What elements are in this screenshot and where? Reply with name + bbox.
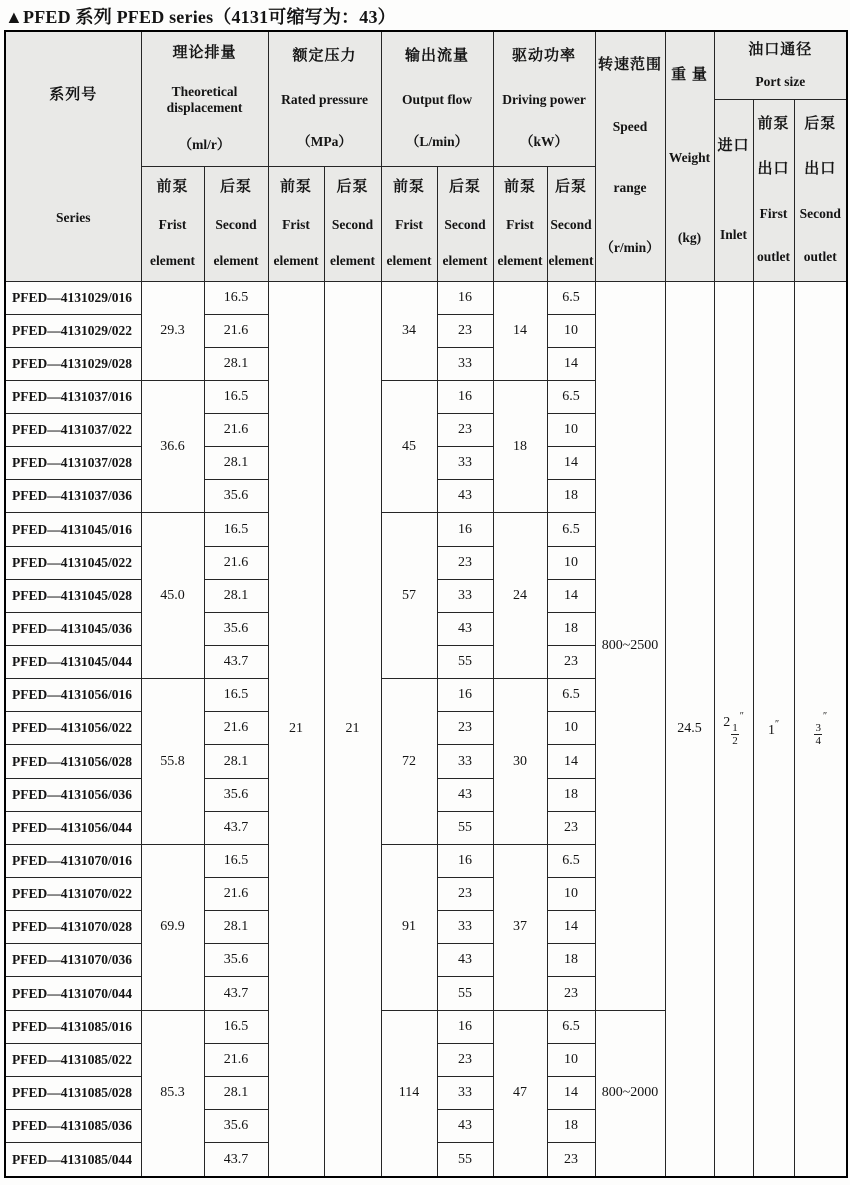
power-second-cell: 6.5	[547, 513, 595, 546]
flow-first-cell: 57	[381, 513, 437, 679]
displacement-second-cell: 21.6	[204, 314, 268, 347]
series-cell: PFED—4131085/044	[5, 1143, 141, 1177]
displacement-second-cell: 28.1	[204, 911, 268, 944]
header-port-size: 油口通径 Port size	[714, 31, 847, 99]
power-second-cell: 10	[547, 546, 595, 579]
flow-first-cell: 34	[381, 281, 437, 380]
power-second-cell: 14	[547, 911, 595, 944]
displacement-second-cell: 28.1	[204, 579, 268, 612]
page-title: ▲PFED 系列 PFED series（4131可缩写为：43）	[5, 7, 396, 27]
header-displacement: 理论排量 Theoretical displacement （ml/r）	[141, 31, 268, 166]
series-cell: PFED—4131045/036	[5, 612, 141, 645]
displacement-second-cell: 43.7	[204, 977, 268, 1010]
flow-second-cell: 23	[437, 546, 493, 579]
displacement-first-cell: 29.3	[141, 281, 204, 380]
series-cell: PFED—4131070/028	[5, 911, 141, 944]
power-second-cell: 18	[547, 778, 595, 811]
power-first-cell: 14	[493, 281, 547, 380]
series-cell: PFED—4131037/036	[5, 480, 141, 513]
series-cell: PFED—4131085/028	[5, 1076, 141, 1109]
flow-second-cell: 16	[437, 679, 493, 712]
series-cell: PFED—4131056/022	[5, 712, 141, 745]
table-header	[5, 31, 847, 281]
power-second-cell: 14	[547, 347, 595, 380]
flow-second-cell: 43	[437, 944, 493, 977]
series-cell: PFED—4131056/028	[5, 745, 141, 778]
header-power: 驱动功率 Driving power （kW）	[493, 31, 595, 166]
series-cell: PFED—4131070/044	[5, 977, 141, 1010]
flow-second-cell: 33	[437, 579, 493, 612]
power-second-cell: 18	[547, 612, 595, 645]
fraction-numerator: 3	[815, 721, 821, 734]
series-cell: PFED—4131056/036	[5, 778, 141, 811]
flow-second-cell: 33	[437, 447, 493, 480]
header-port-second-outlet: 后泵 出口 Second outlet	[794, 99, 847, 281]
power-second-cell: 14	[547, 1076, 595, 1109]
flow-first-cell: 45	[381, 380, 437, 513]
pressure-second-cell: 21	[324, 281, 381, 1177]
displacement-second-cell: 28.1	[204, 745, 268, 778]
table-body	[5, 281, 847, 1177]
series-cell: PFED—4131056/016	[5, 679, 141, 712]
header-sub-displacement-second: 后泵 Second element	[204, 166, 268, 281]
header-pressure: 额定压力 Rated pressure （MPa）	[268, 31, 381, 166]
series-cell: PFED—4131037/016	[5, 380, 141, 413]
power-second-cell: 18	[547, 944, 595, 977]
displacement-second-cell: 21.6	[204, 878, 268, 911]
flow-second-cell: 16	[437, 844, 493, 877]
series-cell: PFED—4131045/022	[5, 546, 141, 579]
power-second-cell: 10	[547, 878, 595, 911]
series-cell: PFED—4131037/028	[5, 447, 141, 480]
power-second-cell: 6.5	[547, 281, 595, 314]
header-sub-flow-first: 前泵 Frist element	[381, 166, 437, 281]
flow-second-cell: 43	[437, 612, 493, 645]
flow-second-cell: 23	[437, 314, 493, 347]
displacement-second-cell: 21.6	[204, 1043, 268, 1076]
displacement-second-cell: 16.5	[204, 281, 268, 314]
port-second-outlet-cell	[794, 281, 847, 1177]
displacement-first-cell: 45.0	[141, 513, 204, 679]
series-cell: PFED—4131045/028	[5, 579, 141, 612]
flow-first-cell: 91	[381, 844, 437, 1010]
flow-second-cell: 55	[437, 1143, 493, 1177]
series-cell: PFED—4131045/016	[5, 513, 141, 546]
flow-second-cell: 23	[437, 712, 493, 745]
flow-second-cell: 23	[437, 414, 493, 447]
displacement-second-cell: 16.5	[204, 513, 268, 546]
displacement-second-cell: 28.1	[204, 1076, 268, 1109]
header-sub-flow-second: 后泵 Second element	[437, 166, 493, 281]
power-second-cell: 14	[547, 579, 595, 612]
power-second-cell: 6.5	[547, 380, 595, 413]
series-cell: PFED—4131085/016	[5, 1010, 141, 1043]
flow-second-cell: 43	[437, 778, 493, 811]
displacement-second-cell: 16.5	[204, 679, 268, 712]
power-second-cell: 10	[547, 414, 595, 447]
flow-second-cell: 16	[437, 513, 493, 546]
series-cell: PFED—4131045/044	[5, 646, 141, 679]
flow-second-cell: 33	[437, 347, 493, 380]
header-sub-pressure-second: 后泵 Second element	[324, 166, 381, 281]
series-cell: PFED—4131029/016	[5, 281, 141, 314]
flow-second-cell: 16	[437, 281, 493, 314]
flow-second-cell: 55	[437, 977, 493, 1010]
power-first-cell: 18	[493, 380, 547, 513]
port-inlet-cell-whole: 2	[723, 714, 731, 730]
flow-second-cell: 43	[437, 1110, 493, 1143]
header-series: 系列号 Series	[5, 31, 141, 281]
series-cell: PFED—4131085/022	[5, 1043, 141, 1076]
power-first-cell: 47	[493, 1010, 547, 1177]
flow-first-cell: 72	[381, 679, 437, 845]
fraction-denominator: 2	[732, 734, 738, 747]
header-port-inlet: 进口 Inlet	[714, 99, 753, 281]
displacement-second-cell: 35.6	[204, 1110, 268, 1143]
port-first-outlet-cell-whole: 1	[767, 722, 775, 738]
series-cell: PFED—4131029/028	[5, 347, 141, 380]
displacement-second-cell: 16.5	[204, 1010, 268, 1043]
displacement-second-cell: 21.6	[204, 546, 268, 579]
port-first-outlet-cell	[753, 281, 794, 1177]
series-cell: PFED—4131070/022	[5, 878, 141, 911]
speed-range-cell: 800~2000	[595, 1010, 665, 1177]
displacement-second-cell: 43.7	[204, 811, 268, 844]
power-second-cell: 10	[547, 712, 595, 745]
displacement-second-cell: 16.5	[204, 380, 268, 413]
power-second-cell: 6.5	[547, 1010, 595, 1043]
port-first-outlet-cell-unit-mark: ″	[774, 718, 780, 730]
displacement-first-cell: 55.8	[141, 679, 204, 845]
power-second-cell: 23	[547, 811, 595, 844]
power-second-cell: 23	[547, 977, 595, 1010]
flow-second-cell: 33	[437, 745, 493, 778]
header-sub-pressure-first: 前泵 Frist element	[268, 166, 324, 281]
power-first-cell: 30	[493, 679, 547, 845]
displacement-second-cell: 35.6	[204, 612, 268, 645]
displacement-second-cell: 28.1	[204, 447, 268, 480]
port-inlet-cell	[714, 281, 753, 1177]
flow-second-cell: 16	[437, 380, 493, 413]
displacement-second-cell: 35.6	[204, 778, 268, 811]
series-cell: PFED—4131056/044	[5, 811, 141, 844]
power-second-cell: 18	[547, 480, 595, 513]
series-cell: PFED—4131070/036	[5, 944, 141, 977]
displacement-second-cell: 21.6	[204, 712, 268, 745]
displacement-first-cell: 36.6	[141, 380, 204, 513]
flow-second-cell: 43	[437, 480, 493, 513]
port-inlet-cell-fraction	[731, 722, 739, 747]
power-second-cell: 14	[547, 745, 595, 778]
port-second-outlet-cell-unit-mark: ″	[822, 710, 828, 722]
flow-second-cell: 23	[437, 878, 493, 911]
weight-cell: 24.5	[665, 281, 714, 1177]
power-second-cell: 6.5	[547, 679, 595, 712]
power-second-cell: 10	[547, 1043, 595, 1076]
flow-second-cell: 33	[437, 911, 493, 944]
header-sub-displacement-first: 前泵 Frist element	[141, 166, 204, 281]
speed-range-cell: 800~2500	[595, 281, 665, 1010]
flow-second-cell: 33	[437, 1076, 493, 1109]
flow-second-cell: 16	[437, 1010, 493, 1043]
displacement-first-cell: 69.9	[141, 844, 204, 1010]
spec-table	[4, 30, 848, 1178]
fraction-denominator: 4	[815, 734, 821, 747]
flow-second-cell: 55	[437, 811, 493, 844]
power-second-cell: 14	[547, 447, 595, 480]
displacement-second-cell: 35.6	[204, 944, 268, 977]
power-second-cell: 18	[547, 1110, 595, 1143]
displacement-first-cell: 85.3	[141, 1010, 204, 1177]
header-row-1	[5, 31, 847, 99]
series-cell: PFED—4131029/022	[5, 314, 141, 347]
displacement-second-cell: 43.7	[204, 1143, 268, 1177]
displacement-second-cell: 28.1	[204, 347, 268, 380]
displacement-second-cell: 16.5	[204, 844, 268, 877]
power-second-cell: 23	[547, 1143, 595, 1177]
port-second-outlet-cell-fraction	[814, 722, 822, 747]
power-first-cell: 37	[493, 844, 547, 1010]
series-cell: PFED—4131070/016	[5, 844, 141, 877]
power-second-cell: 23	[547, 646, 595, 679]
power-first-cell: 24	[493, 513, 547, 679]
power-second-cell: 6.5	[547, 844, 595, 877]
pressure-first-cell: 21	[268, 281, 324, 1177]
series-cell: PFED—4131085/036	[5, 1110, 141, 1143]
header-weight: 重 量 Weight (kg)	[665, 31, 714, 281]
flow-second-cell: 23	[437, 1043, 493, 1076]
displacement-second-cell: 21.6	[204, 414, 268, 447]
port-inlet-cell-unit-mark: ″	[739, 710, 744, 722]
series-cell: PFED—4131037/022	[5, 414, 141, 447]
displacement-second-cell: 35.6	[204, 480, 268, 513]
displacement-second-cell: 43.7	[204, 646, 268, 679]
fraction-numerator: 1	[732, 721, 738, 734]
flow-first-cell: 114	[381, 1010, 437, 1177]
header-speed-range: 转速范围 Speed range （r/min）	[595, 31, 665, 281]
power-second-cell: 10	[547, 314, 595, 347]
header-sub-power-second: 后泵 Second element	[547, 166, 595, 281]
flow-second-cell: 55	[437, 646, 493, 679]
header-port-first-outlet: 前泵 出口 First outlet	[753, 99, 794, 281]
table-row	[5, 281, 847, 314]
header-sub-power-first: 前泵 Frist element	[493, 166, 547, 281]
header-flow: 输出流量 Output flow （L/min）	[381, 31, 493, 166]
